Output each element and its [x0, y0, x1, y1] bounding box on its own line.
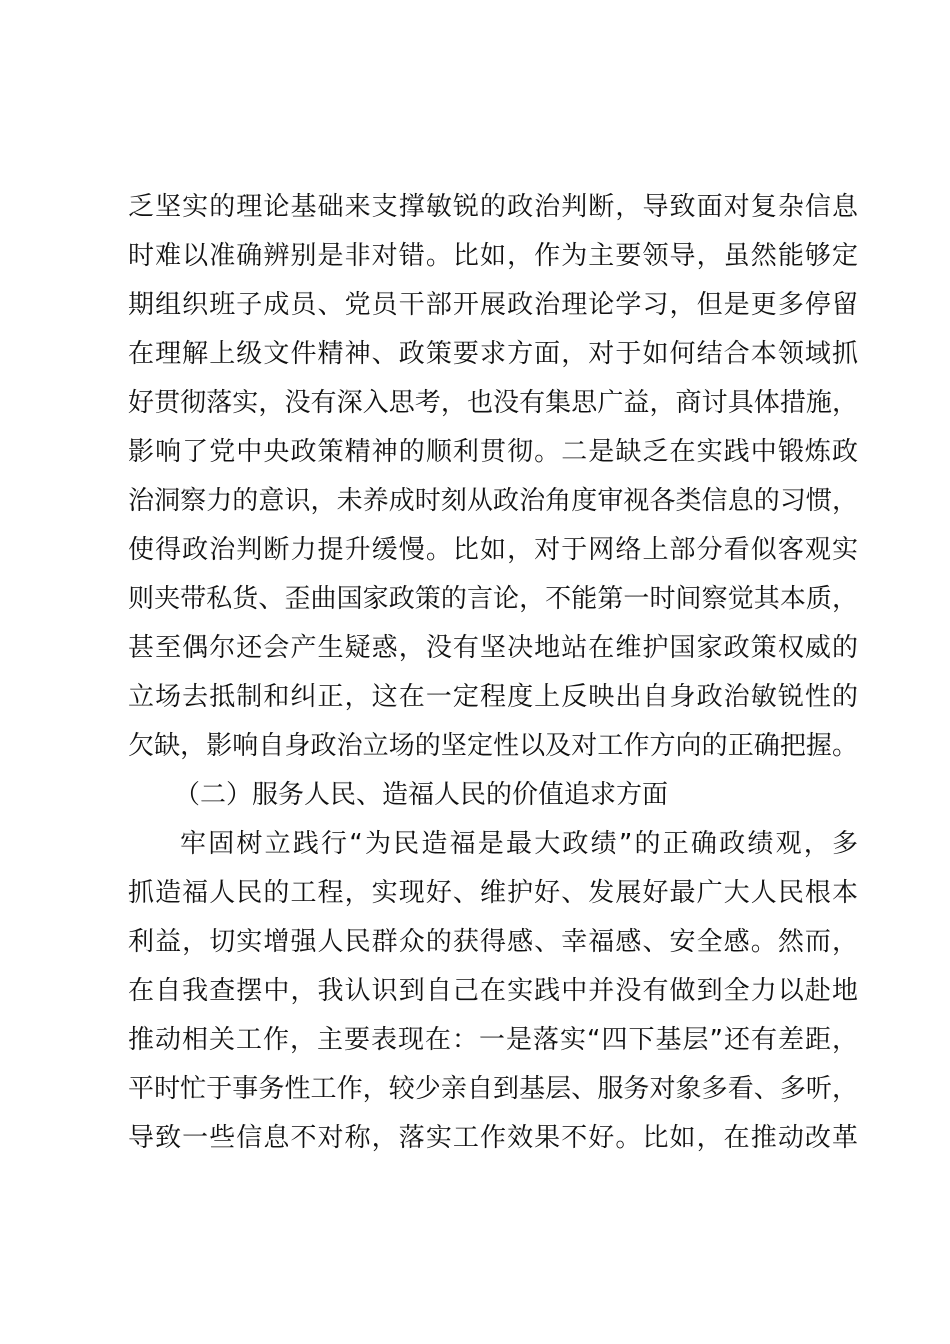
paragraph-1-line: 期组织班子成员、党员干部开展政治理论学习，但是更多停留: [128, 290, 858, 320]
paragraph-1-line: 乏坚实的理论基础来支撑敏锐的政治判断，导致面对复杂信息: [128, 192, 858, 222]
paragraph-1-line: 影响了党中央政策精神的顺利贯彻。二是缺乏在实践中锻炼政: [128, 437, 858, 467]
paragraph-1-last-line: 欠缺，影响自身政治立场的坚定性以及对工作方向的正确把握。: [128, 731, 858, 761]
paragraph-1-line: 则夹带私货、歪曲国家政策的言论，不能第一时间察觉其本质，: [128, 584, 858, 614]
paragraph-1-line: 治洞察力的意识，未养成时刻从政治角度审视各类信息的习惯，: [128, 486, 858, 516]
section-heading: （二）服务人民、造福人民的价值追求方面: [174, 780, 669, 810]
paragraph-2-line: 抓造福人民的工程，实现好、维护好、发展好最广大人民根本: [128, 878, 858, 908]
paragraph-2-line: 导致一些信息不对称，落实工作效果不好。比如，在推动改革: [128, 1123, 858, 1153]
paragraph-1-line: 立场去抵制和纠正，这在一定程度上反映出自身政治敏锐性的: [128, 682, 858, 712]
paragraph-2-first-line: 牢固树立践行“为民造福是最大政绩”的正确政绩观，多: [180, 829, 858, 859]
paragraph-2-line: 推动相关工作，主要表现在：一是落实“四下基层”还有差距，: [128, 1025, 858, 1055]
paragraph-2-line: 在自我查摆中，我认识到自己在实践中并没有做到全力以赴地: [128, 976, 858, 1006]
paragraph-2-line: 利益，切实增强人民群众的获得感、幸福感、安全感。然而，: [128, 927, 858, 957]
document-body: [128, 183, 858, 1163]
paragraph-2-line: 平时忙于事务性工作，较少亲自到基层、服务对象多看、多听，: [128, 1074, 858, 1104]
paragraph-1-line: 时难以准确辨别是非对错。比如，作为主要领导，虽然能够定: [128, 241, 858, 271]
paragraph-1-line: 在理解上级文件精神、政策要求方面，对于如何结合本领域抓: [128, 339, 858, 369]
paragraph-1-line: 甚至偶尔还会产生疑惑，没有坚决地站在维护国家政策权威的: [128, 633, 858, 663]
paragraph-1-line: 好贯彻落实，没有深入思考，也没有集思广益，商讨具体措施，: [128, 388, 858, 418]
paragraph-1-line: 使得政治判断力提升缓慢。比如，对于网络上部分看似客观实: [128, 535, 858, 565]
